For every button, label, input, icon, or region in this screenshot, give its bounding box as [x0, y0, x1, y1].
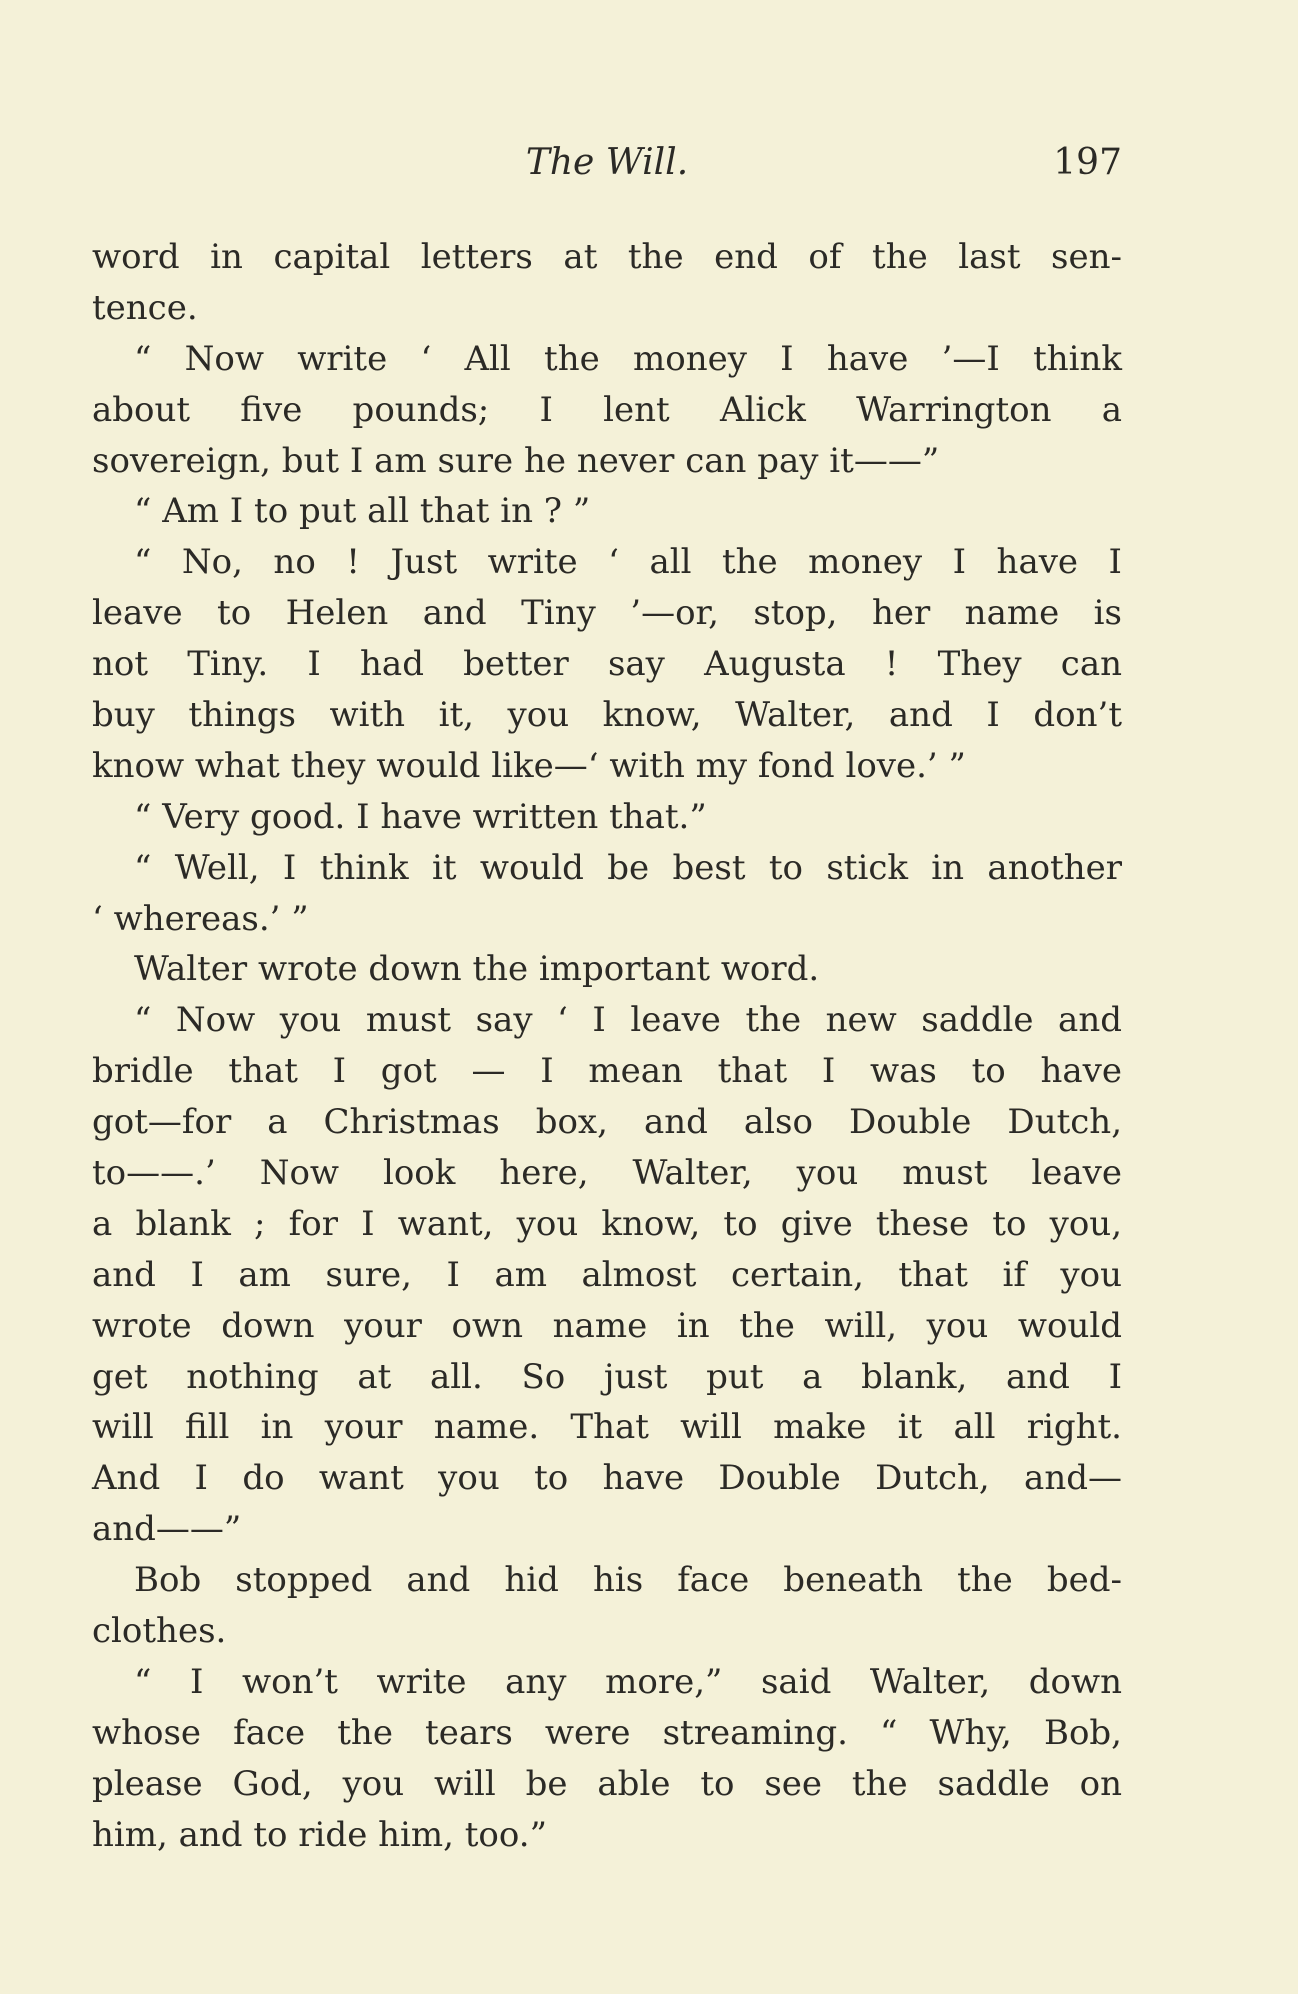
- text-line: “ No, no ! Just write ‘ all the money I have I: [134, 542, 1122, 583]
- text-line: And I do want you to have Double Dutch, and—: [92, 1458, 1122, 1499]
- text-line: “ Now you must say ‘ I leave the new saddle and: [134, 1000, 1122, 1041]
- running-title: The Will.: [525, 142, 689, 183]
- text-line: will fill in your name. That will make it all right.: [92, 1407, 1122, 1448]
- text-line: “ Well, I think it would be best to stick in another: [134, 847, 1122, 888]
- text-line: “ Am I to put all that in ? ”: [134, 491, 591, 532]
- body-text: [92, 232, 1122, 1861]
- text-line: sovereign, but I am sure he never can pay it——”: [92, 440, 940, 481]
- page-number: 197: [1053, 142, 1122, 183]
- text-line: Bob stopped and hid his face beneath the bed-: [134, 1560, 1122, 1601]
- text-line: get nothing at all. So just put a blank, and I: [92, 1356, 1122, 1397]
- text-line: a blank ; for I want, you know, to give these to you,: [92, 1203, 1122, 1244]
- page-header: [92, 142, 1122, 192]
- text-line: not Tiny. I had better say Augusta ! They can: [92, 644, 1122, 685]
- text-line: tence.: [92, 287, 198, 328]
- text-line: “ Now write ‘ All the money I have ’—I think: [134, 338, 1122, 379]
- text-line: bridle that I got — I mean that I was to have: [92, 1051, 1122, 1092]
- text-line: clothes.: [92, 1611, 227, 1652]
- text-line: leave to Helen and Tiny ’—or, stop, her name is: [92, 593, 1122, 634]
- text-line: whose face the tears were streaming. “ Why, Bob,: [92, 1712, 1122, 1753]
- text-line: ‘ whereas.’ ”: [92, 898, 309, 939]
- text-line: please God, you will be able to see the saddle on: [92, 1763, 1122, 1804]
- text-line: buy things with it, you know, Walter, and I don’t: [92, 695, 1122, 736]
- text-line: got—for a Christmas box, and also Double Dutch,: [92, 1102, 1122, 1143]
- text-line: “ Very good. I have written that.”: [134, 796, 707, 837]
- text-line: to——.’ Now look here, Walter, you must leave: [92, 1153, 1122, 1194]
- text-line: “ I won’t write any more,” said Walter, down: [134, 1661, 1122, 1702]
- text-line: wrote down your own name in the will, you would: [92, 1305, 1122, 1346]
- text-line: and I am sure, I am almost certain, that if you: [92, 1254, 1122, 1295]
- text-line: and——”: [92, 1509, 242, 1550]
- text-line: word in capital letters at the end of the last sen-: [92, 237, 1122, 277]
- text-line: Walter wrote down the important word.: [134, 949, 820, 990]
- text-line: know what they would like—‘ with my fond love.’ ”: [92, 745, 966, 786]
- text-line: him, and to ride him, too.”: [92, 1814, 547, 1855]
- text-line: about five pounds; I lent Alick Warrington a: [92, 389, 1122, 430]
